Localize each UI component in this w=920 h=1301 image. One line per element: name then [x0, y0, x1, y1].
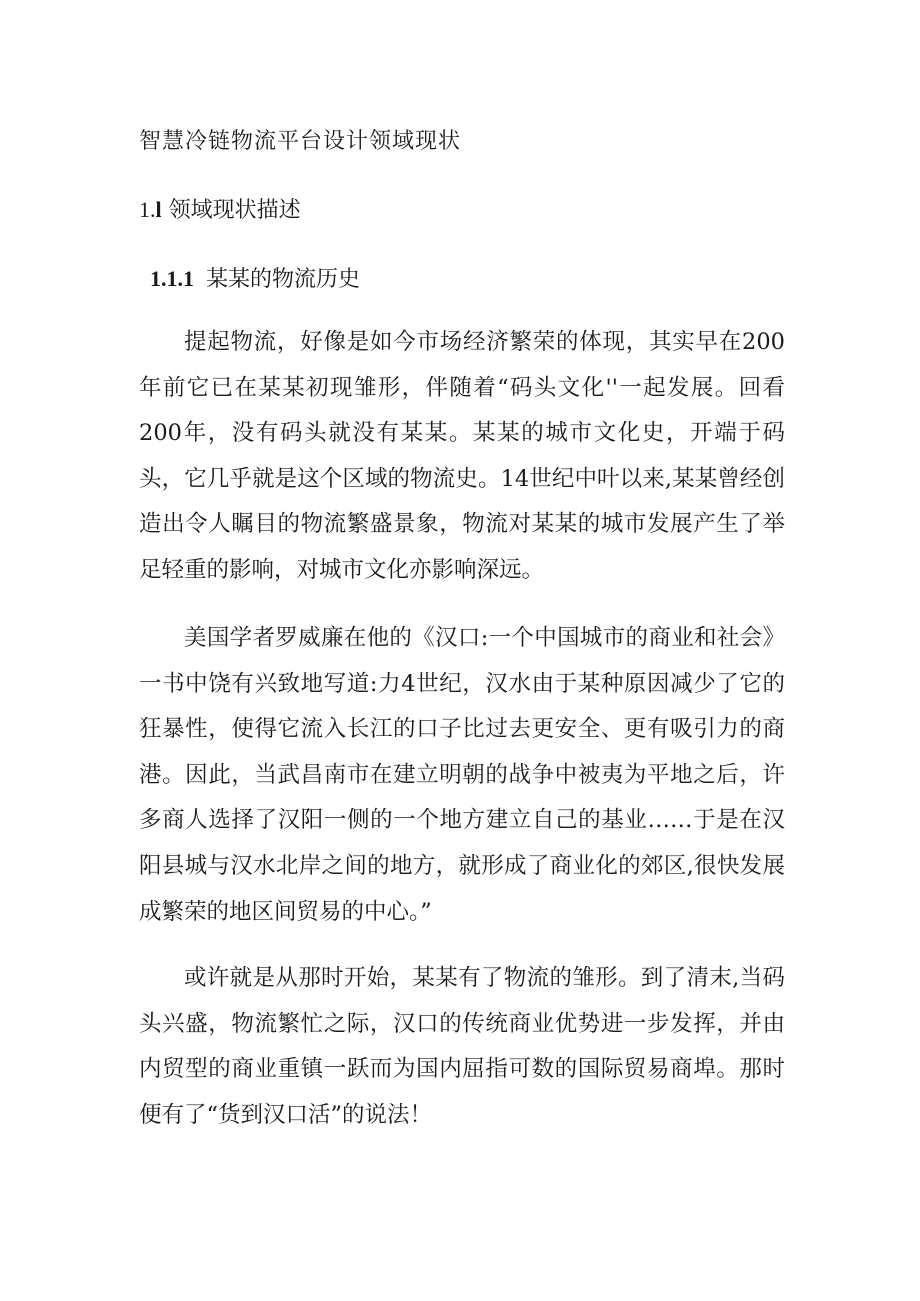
subsection-number: 1.1.1 — [150, 266, 194, 291]
document-title: 智慧冷链物流平台设计领域现状 — [139, 129, 462, 154]
section-number-bold: l — [155, 197, 162, 222]
body-paragraph: 美国学者罗威廉在他的《汉口:一个中国城市的商业和社会》一书中饶有兴致地写道:力4世纪，汉水由于某种原因减少了它的狂暴性，使得它流入长江的口子比过去更安全、更有吸引力的商港。因此，当武昌南市在建立明朝的战争中被夷为平地之后，许多商人选择了汉阳一侧的一个地方建立自己的基业……于是在汉阳县城与汉水北岸之间的地方，就形成了商业化的郊区,很快发展成繁荣的地区间贸易的中心。” — [139, 625, 785, 925]
body-paragraph: 或许就是从那时开始，某某有了物流的雏形。到了清末,当码头兴盛，物流繁忙之际，汉口的传统商业优势进一步发挥，并由内贸型的商业重镇一跃而为国内屈指可数的国际贸易商埠。那时便有了“货到汉口活”的说法！ — [139, 965, 785, 1128]
section-number-prefix: 1. — [139, 197, 156, 222]
section-number — [139, 197, 162, 222]
subsection-title: 某某的物流历史 — [206, 267, 361, 292]
section-title: 领域现状描述 — [168, 198, 301, 223]
subsection-heading — [150, 262, 360, 293]
body-paragraph: 提起物流，好像是如今市场经济繁荣的体现，其实早在200年前它已在某某初现雏形，伴随着“码头文化''一起发展。回看200年，没有码头就没有某某。某某的城市文化史，开端于码头，它几乎就是这个区域的物流史。14世纪中叶以来,某某曾经创造出令人瞩目的物流繁盛景象，物流对某某的城市发展产生了举足轻重的影响，对城市文化亦影响深远。 — [139, 329, 785, 583]
section-heading — [139, 193, 301, 224]
